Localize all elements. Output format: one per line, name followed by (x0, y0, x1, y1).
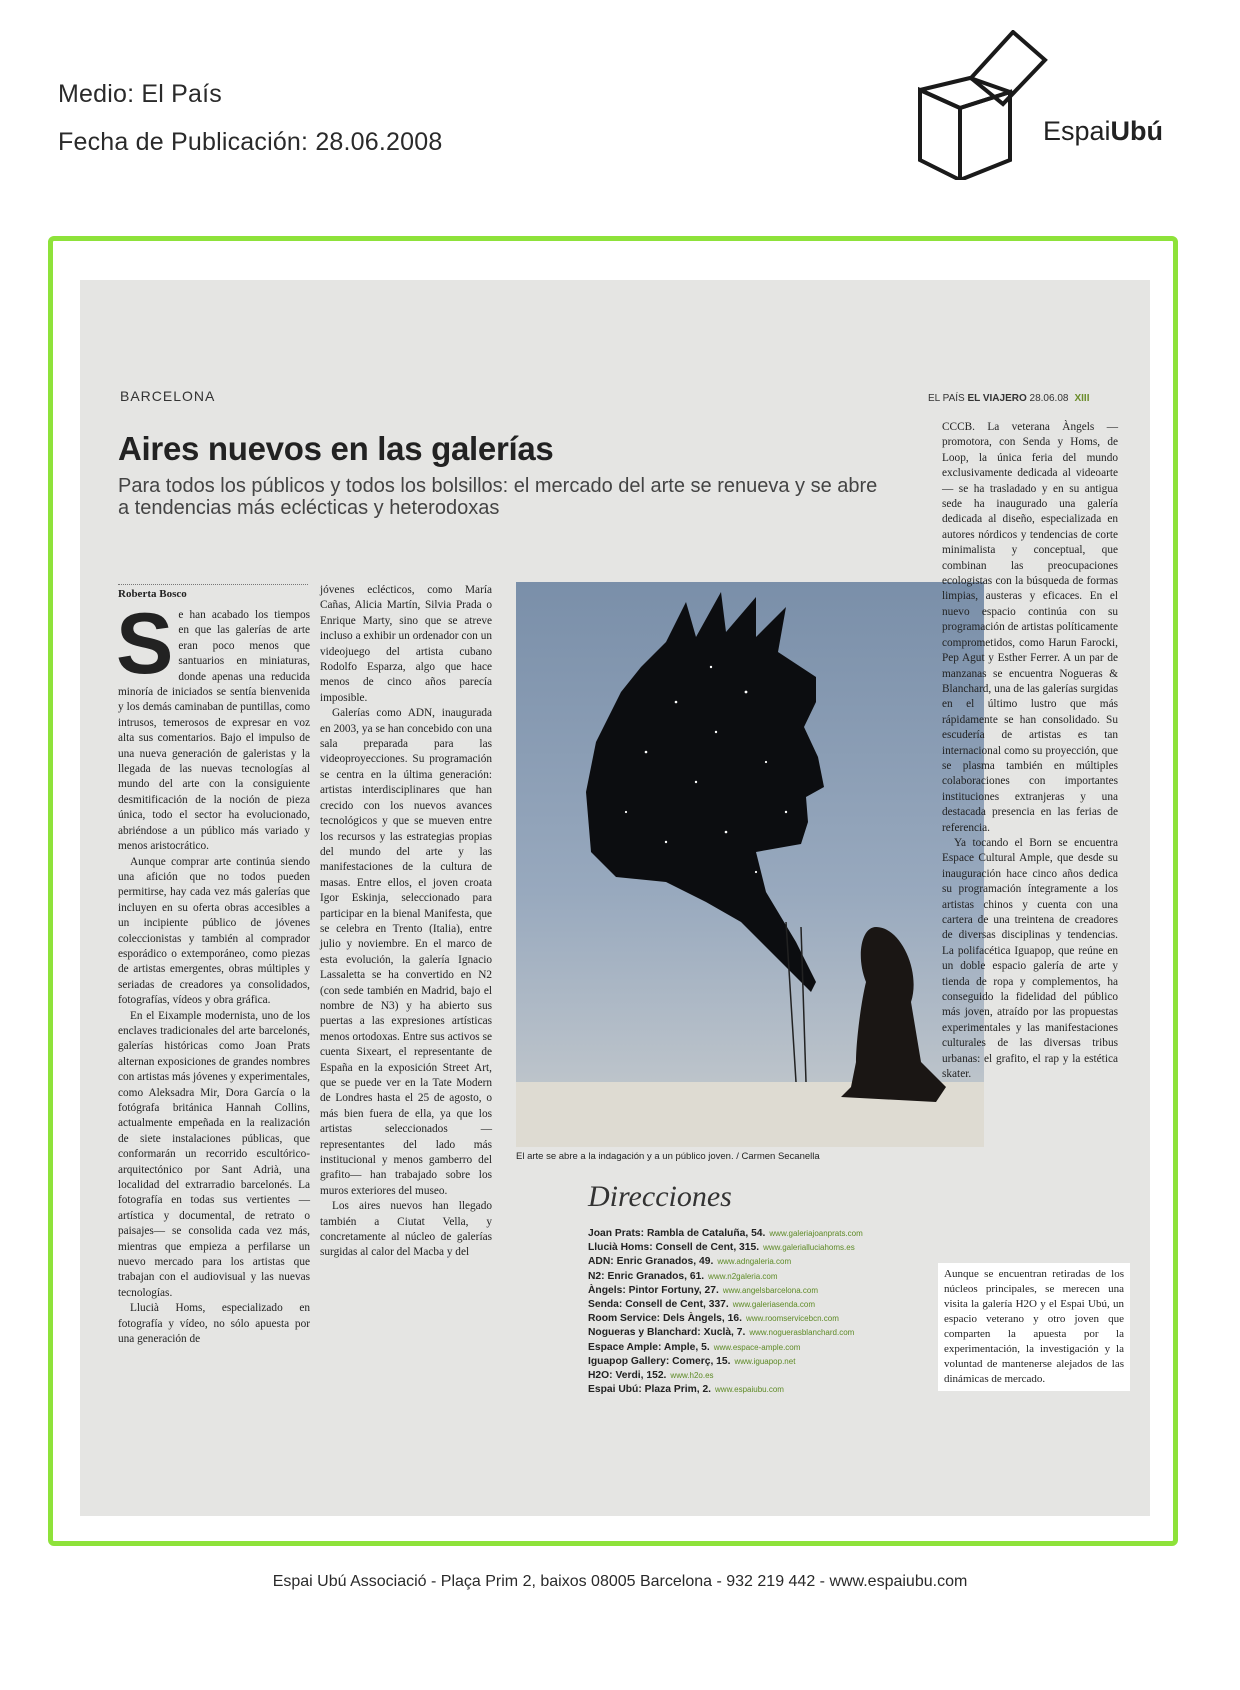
paragraph: Llucià Homs, especializado en fotografía y vídeo, no sólo apuesta por una generación de (118, 1302, 310, 1346)
paragraph: CCCB. La veterana Àngels —promotora, con Senda y Homs, de Loop, la única feria del mundo exclusivamente dedicada al videoarte— se ha trasladado y en su antigua sede ha inaugurado una galería dedicada al diseño, especializada en autores nórdicos y tendencias de corte minimalista y conceptual, que combinan las preocupaciones ecologistas con la búsqueda de formas limpias, austeras y eficaces. En el nuevo espacio continúa con su programación de artistas políticamente comprometidos, como Harun Farocki, Pep Agut y Esther Ferrer. A un par de manzanas se encuentra Nogueras & Blanchard, una de las galerías surgidas en el último lustro que más rápidamente se han consolidado. Su escudería de artistas es tan internacional como su proyección, que se plasma también en múltiples colaboraciones con importantes instituciones extranjeras y una destacada presencia en las ferias de referencia. (942, 421, 1118, 834)
direction-item: Iguapop Gallery: Comerç, 15. www.iguapop.net (588, 1355, 796, 1367)
direction-item: Nogueras y Blanchard: Xuclà, 7. www.noguerasblanchard.com (588, 1327, 855, 1339)
direction-item: Joan Prats: Rambla de Cataluña, 54. www.galeriajoanprats.com (588, 1228, 863, 1239)
photo-caption: El arte se abre a la indagación y a un público joven. / Carmen Secanella (516, 1151, 820, 1162)
paragraph: jóvenes eclécticos, como María Cañas, Alicia Martín, Silvia Prada o Enrique Marty, sino que se atreve incluso a exhibir un ordenador con un videojuego del artista cubano Rodolfo Esparza, algo que hace menos de cinco años parecía imposible. (320, 584, 492, 704)
direction-item: Llucià Homs: Consell de Cent, 315. www.galerialluciahoms.es (588, 1242, 855, 1254)
subheadline: Para todos los públicos y todos los bolsillos: el mercado del arte se renueva y se abre a tendencias más eclécticas y heterodoxas (118, 475, 878, 519)
direction-item: Àngels: Pintor Fortuny, 27. www.angelsbarcelona.com (588, 1284, 818, 1296)
article-column-1 (116, 596, 310, 1348)
paragraph: Aunque comprar arte continúa siendo una afición que no todos pueden permitirse, hay cada vez más galerías que incluyen en su oferta obras accesibles a un incipiente público de jóvenes coleccionistas y también al comprador esporádico o extemporáneo, como piezas de artistas emergentes, obras múltiples y seriadas de creadores ya consolidados, fotografías, vídeos y obra gráfica. (118, 855, 310, 1007)
section-label: BARCELONA (120, 388, 216, 404)
newspaper-clipping (80, 280, 1150, 1516)
article-column-2 (320, 583, 492, 1261)
paragraph: Se han acabado los tiempos en que las galerías de arte eran poco menos que santuarios en miniaturas, donde apenas una reducida minoría de iniciados se sentía bienvenida y los demás caminaban de puntillas, como intrusos, temerosos de expresar en voz alta sus comentarios. Bajo el impulso de una nueva generación de galeristas y la llegada de las nuevas tecnologías al mundo del arte con la consiguiente desmitificación de la noción de pieza única, todo el sector ha evolucionado, abriéndose a un público más variado y menos aristocrático. (116, 596, 310, 853)
direction-item: Espace Ample: Ample, 5. www.espace-ample.com (588, 1341, 801, 1353)
byline: Roberta Bosco (118, 584, 308, 600)
medio-label: Medio: El País (58, 80, 222, 108)
headline: Aires nuevos en las galerías (118, 430, 554, 467)
direction-item: Espai Ubú: Plaza Prim, 2. www.espaiubu.com (588, 1384, 784, 1396)
article-photo (516, 582, 984, 1147)
cube-box-icon (918, 30, 1048, 180)
sidebar-note: Aunque se encuentran retiradas de los núcleos principales, se merecen una visita la galería H2O y el Espai Ubú, un espacio veterano y otro joven que comparten la apuesta por la experimentación, la investigación y la voluntad de mantenerse alejados de las dinámicas de mercado. (938, 1263, 1130, 1391)
direction-item: ADN: Enric Granados, 49. www.adngaleria.com (588, 1256, 792, 1268)
paragraph: Los aires nuevos han llegado también a Ciutat Vella, y concretamente al núcleo de galerías surgidas al calor del Macba y del (320, 1200, 492, 1259)
direction-item: H2O: Verdi, 152. www.h2o.es (588, 1370, 714, 1382)
direction-item: Room Service: Dels Àngels, 16. www.roomservicebcn.com (588, 1313, 839, 1325)
article-column-3 (942, 420, 1118, 1082)
paragraph: Galerías como ADN, inaugurada en 2003, ya se han concebido con una sala preparada para las videoproyecciones. Su programación se centra en la última generación: artistas interdisciplinares que han crecido con los nuevos avances tecnológicos y que se mueven entre los recursos y las estrategias propias del mundo del arte y las manifestaciones de la cultura de masas. Entre ellos, el joven croata Igor Eskinja, seleccionado para participar en la bienal Manifesta, que se celebra en Trento (Italia), entre julio y noviembre. En el marco de esta evolución, la galería Ignacio Lassaletta se ha convertido en N2 (con sede también en Madrid, bajo el nombre de N3) y ha abierto sus puertas a las expresiones artísticas menos ortodoxas. Entre sus activos se cuenta Sixeart, el representante de España en la exposición Street Art, que se puede ver en la Tate Modern de Londres hasta el 25 de agosto, o más bien fuera de ella, ya que los artistas seleccionados —representantes del lado más institucional y menos gamberro del grafito— han trabajado sobre los muros exteriores del museo. (320, 707, 492, 1197)
espai-ubu-logo (918, 30, 1198, 180)
publication-info: EL PAÍS EL VIAJERO 28.06.08 XIII (928, 393, 1090, 404)
footer-contact: Espai Ubú Associació - Plaça Prim 2, baixos 08005 Barcelona - 932 219 442 - www.espaiubu.com (272, 1573, 968, 1590)
directions-list (588, 1227, 863, 1397)
direction-item: Senda: Consell de Cent, 337. www.galeriasenda.com (588, 1299, 816, 1311)
paragraph: Ya tocando el Born se encuentra Espace Cultural Ample, que desde su inauguración hace cinco años dedica su programación íntegramente a los artistas chinos y cuenta con una cartera de una treintena de creadores de diversas disciplinas y tendencias. La polifacética Iguapop, que reúne en un doble espacio galería de arte y tienda de ropa y complementos, ha conseguido la fidelidad del público más joven, atraído por las propuestas experimentales y las manifestaciones culturales de las diversas tribus urbanas: el grafito, el rap y la estética skater. (942, 836, 1118, 1081)
direction-item: N2: Enric Granados, 61. www.n2galeria.com (588, 1270, 778, 1282)
drop-cap: S (116, 596, 174, 692)
publication-date: Fecha de Publicación: 28.06.2008 (58, 128, 443, 156)
directions-title: Direcciones (588, 1180, 732, 1213)
paragraph: En el Eixample modernista, uno de los enclaves tradicionales del arte barcelonés, galerías históricas como Joan Prats alternan exposiciones de grandes nombres con artistas más jóvenes y experimentales, como Aleksadra Mir, Dora García o la fotógrafa británica Hannah Collins, actualmente empeñada en la realización de siete instalaciones públicas, que conformarán un recorrido escultórico-arquitectónico por Sant Adrià, una localidad del extrarradio barcelonés. La fotografía en todas sus vertientes —artística y documental, de retrato o paisajes— se consolida cada vez más, mientras que empieza a perfilarse un nuevo mercado para los artistas que trabajan con el audiovisual y las nuevas tecnologías. (118, 1009, 310, 1299)
logo-wordmark: EspaiUbú (1043, 116, 1164, 146)
